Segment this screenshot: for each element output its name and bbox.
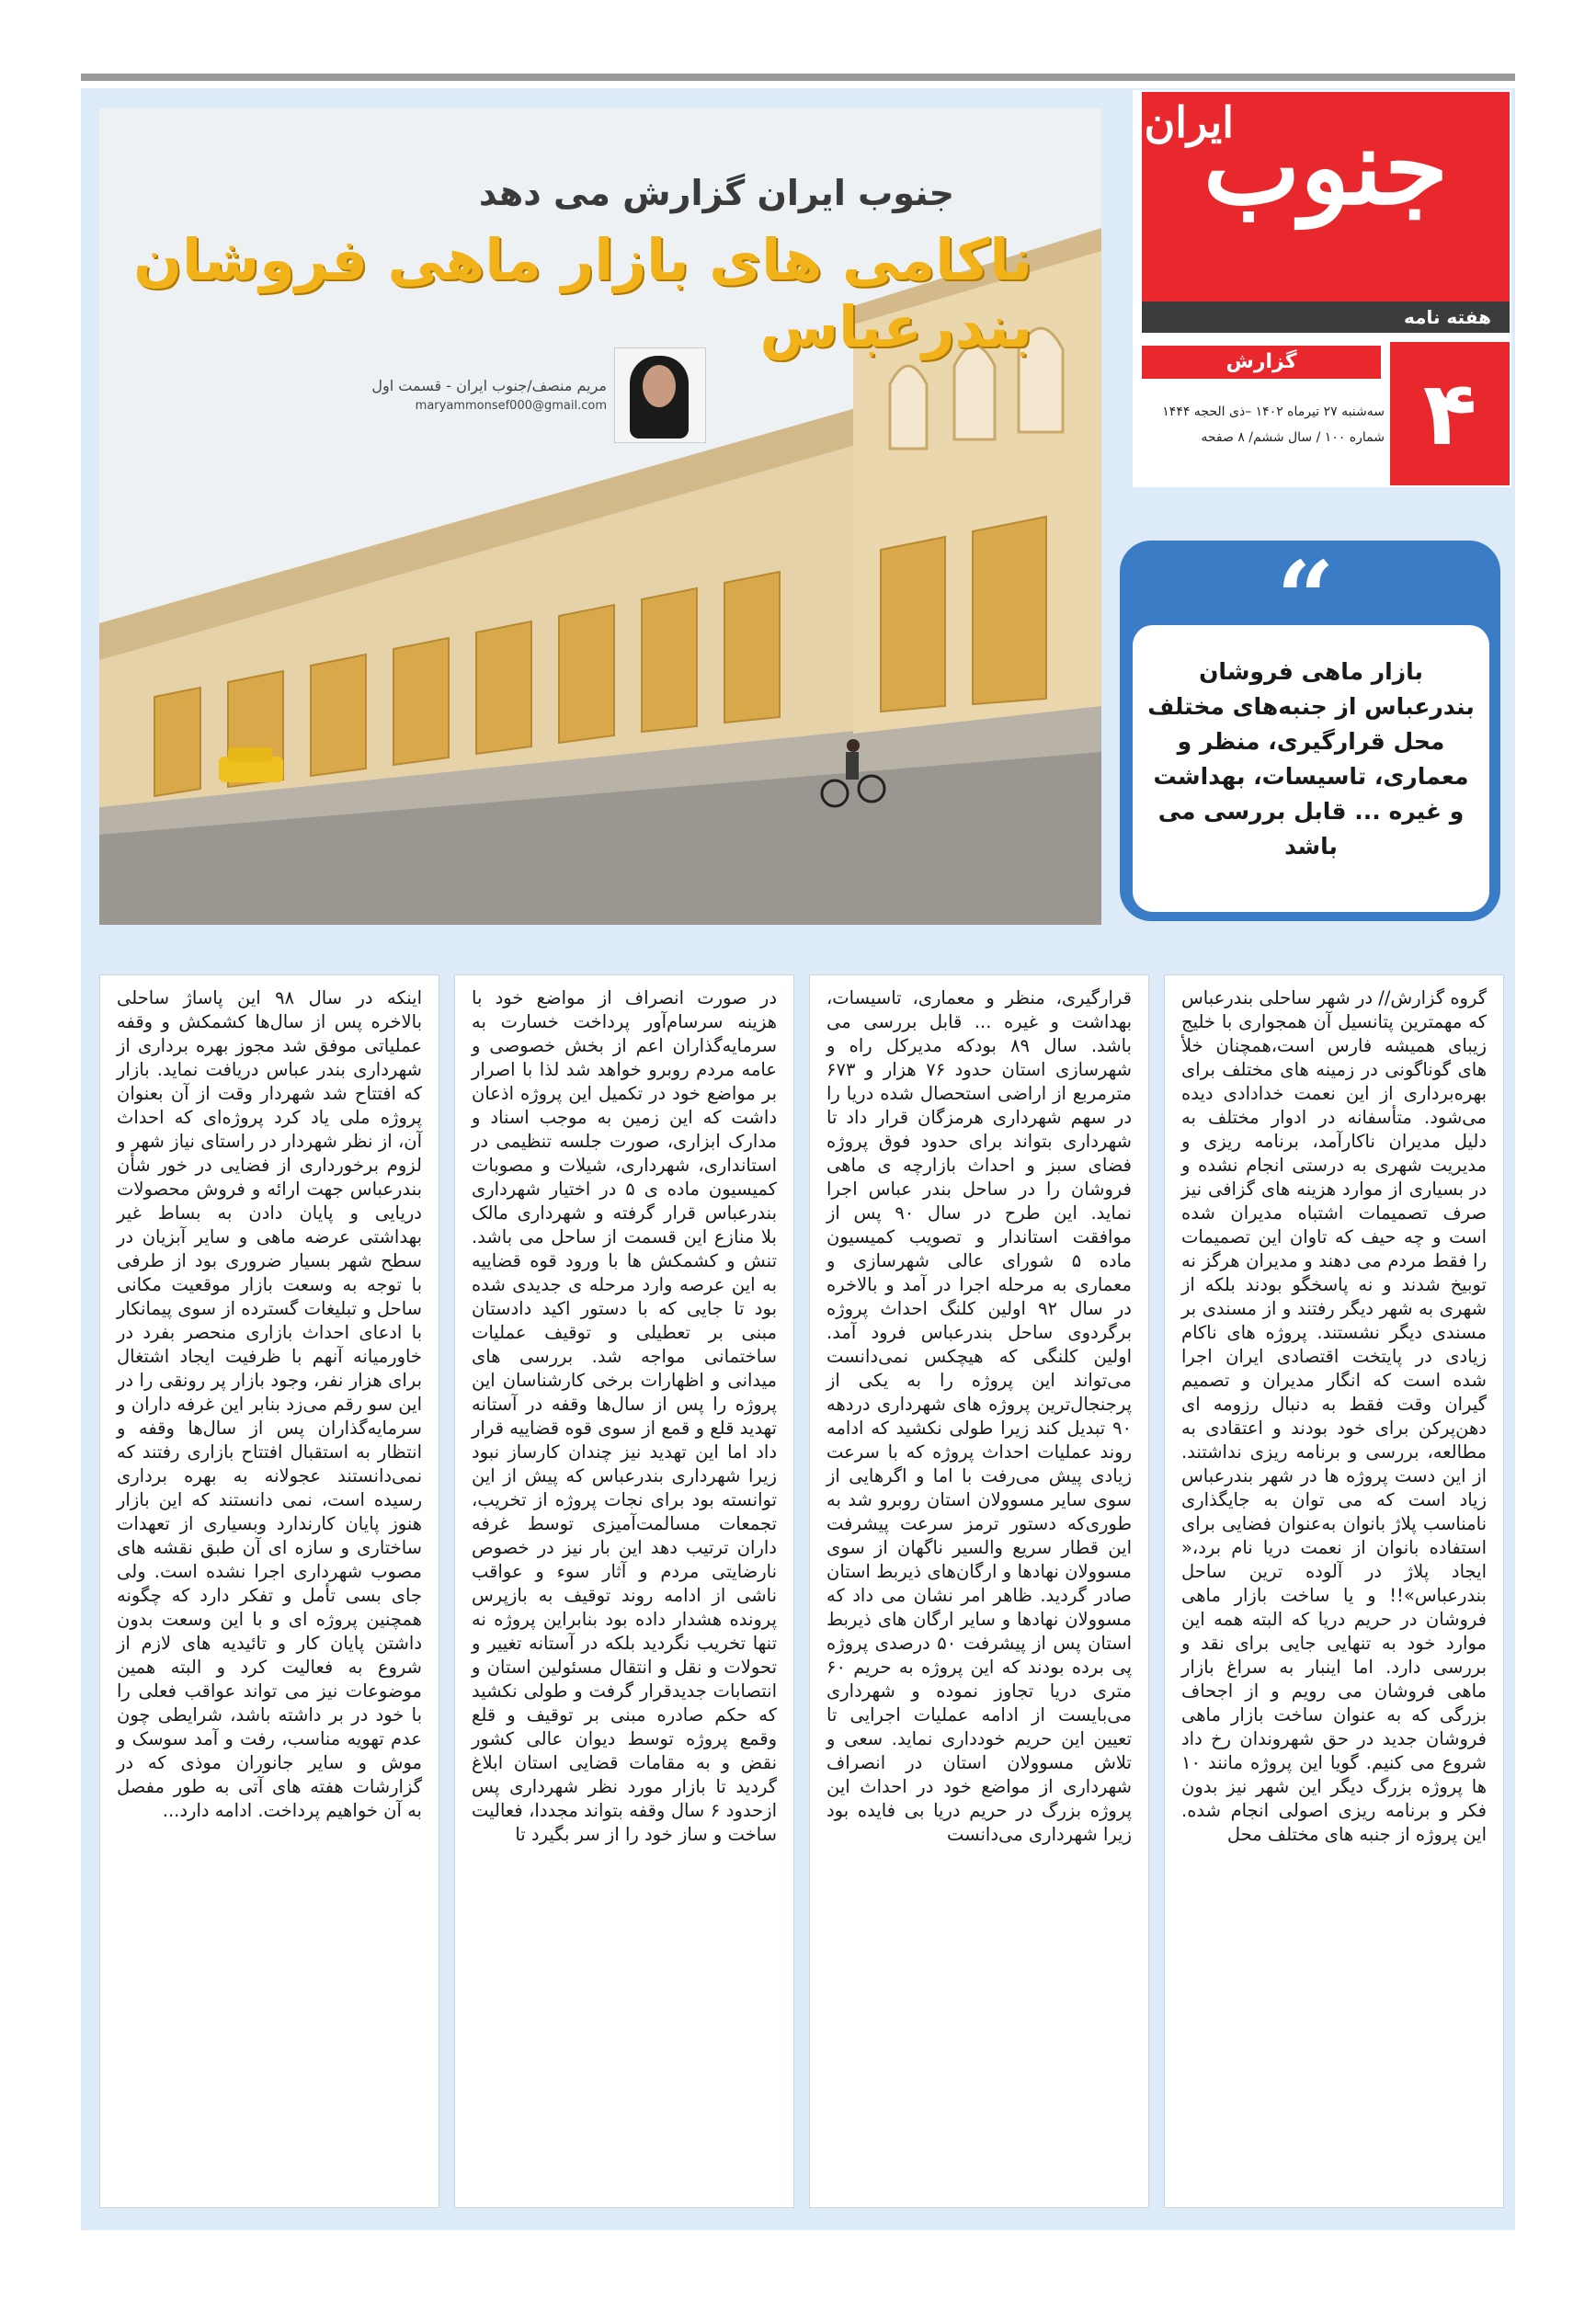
quote-mark-icon: “: [1276, 539, 1335, 657]
issue-line: شماره ۱۰۰ / سال ششم/ ۸ صفحه: [1201, 430, 1385, 445]
column-text: در صورت انصراف از مواضع خود با هزینه سرسام‌آور پرداخت خسارت به سرمایه‌گذاران اعم از بخش خصوصی و عامه مردم روبرو خواهد شد لذا با اصرار بر مواضع خود در تکمیل این پروژه اذعان داشت که این زمین به موجب اسناد و مدارک ابزاری، صورت جلسه تنظیمی در استانداری، شهرداری، شیلات و مصوبات کمیسیون ماده ی ۵ در اختیار شهرداری بندرعباس قرار گرفته و شهرداری مالک بلا منازع این قسمت از ساحل می باشد. تنش و کشمکش ها با ورود قوه قضاییه به این عرصه وارد مرحله ی جدیدی شده بود تا جایی که با دستور اکید دادستان مبنی بر تعطیلی و توقیف عملیات ساختمانی مواجه شد. بررسی های میدانی و اظهارات برخی کارشناسان این پروژه را پس از سال‌ها وقفه در آستانه تهدید قلع و قمع از سوی قوه قضاییه قرار داد اما این تهدید نیز چندان کارساز نبود زیرا شهرداری بندرعباس که پیش از این توانسته بود برای نجات پروژه از تخریب، تجمعات مسالمت‌آمیزی توسط غرفه داران ترتیب دهد این بار نیز در خصوص نارضایتی مردم و آثار سوء و عواقب ناشی از ادامه روند توقیف به بازپرس پرونده هشدار داده بود بنابراین پروژه نه تنها تخریب نگردید بلکه در آستانه تغییر و تحولات و نقل و انتقال مسئولین استان و انتصابات جدیدقرار گرفت و طولی نکشید که حکم صادره مبنی بر توقیف و قلع وقمع پروژه توسط دیوان عالی کشور نقض و به مقامات قضایی استان ابلاغ گردید تا بازار مورد نظر شهرداری پس ازحدود ۶ سال وقفه بتواند مجددا، فعالیت ساخت و ساز خود را از سر بگیرد تا: [472, 987, 777, 1845]
column-text: گروه گزارش// در شهر ساحلی بندرعباس که مهمترین پتانسیل آن همجواری با خلیج زیبای همیشه فارس است،همچنان خلأ های گوناگونی در زمینه های مختلف برای بهره‌برداری از این نعمت خدادادی دیده می‌شود. متأسفانه در ادوار مختلف به دلیل مدیران ناکارآمد، برنامه ریزی و مدیریت شهری به درستی انجام نشده و در بسیاری از موارد هزینه های گزافی نیز صرف تصمیمات اشتباه مدیران شده است و چه حیف که تاوان این تصمیمات را فقط مردم می دهند و مدیران هرگز نه توبیخ شدند و نه پاسخگو بودند بلکه از شهری به شهر دیگر رفتند و از مسندی بر مسندی دیگر نشستند. پروژه های ناکام زیادی در پایتخت اقتصادی ایران اجرا شده است که انگار مدیران و تصمیم گیران وقت فقط به دنبال رزومه ای دهن‌پرکن برای خود بودند و اعتقادی به مطالعه، بررسی و برنامه ریزی نداشتند. از این دست پروژه ها در شهر بندرعباس زیاد است که می توان به جایگذاری نامناسب پلاژ بانوان به‌عنوان فضایی برای استفاده بانوان از نعمت دریا نام برد،« ایجاد پلاژ در آلوده ترین ساحل بندرعباس»!! و یا ساخت بازار ماهی فروشان در حریم دریا که البته همه این موارد خود به تنهایی جایی برای نقد و بررسی دارد. اما اینبار به سراغ بازار ماهی فروشان می رویم و از اجحاف بزرگی که به عنوان ساخت بازار ماهی فروشان جدید در حق شهروندان رخ داد شروع می کنیم. گویا این پروژه مانند ۱۰ ها پروژه بزرگ دیگر این شهر نیز بدون فکر و برنامه ریزی اصولی انجام شده. این پروژه از جنبه های مختلف محل: [1181, 987, 1487, 1845]
headline: ناکامی های بازار ماهی فروشان بندرعباس: [133, 226, 1032, 360]
author-photo: [614, 347, 706, 443]
column-text: قرارگیری، منظر و معماری، تاسیسات، بهداشت و غیره ... قابل بررسی می باشد. سال ۸۹ بودکه مدیرکل راه و شهرسازی استان حدود ۷۶ هزار و ۶۷۳ مترمربع از اراضی استحصال شده دریا را در سهم شهرداری هرمزگان قرار داد تا شهرداری بتواند برای حدود فوق پروژه فضای سبز و احداث بازارچه ی ماهی فروشان را در ساحل بندر عباس اجرا نماید. این طرح در سال ۹۰ پس از موافقت استاندار و تصویب کمیسیون ماده ۵ شورای عالی شهرسازی و معماری به مرحله اجرا در آمد و بالاخره در سال ۹۲ اولین کلنگ احداث پروژه برگردوی ساحل بندرعباس فرود آمد. اولین کلنگی که هیچکس نمی‌دانست می‌تواند این پروژه را به یکی از پرجنجال‌ترین پروژه های شهرداری دردهه ۹۰ تبدیل کند زیرا طولی نکشید که ادامه روند عملیات احداث پروژه که با سرعت زیادی پیش می‌رفت با اما و اگرهایی از سوی سایر مسوولان استان روبرو شد به طوری‌که دستور ترمز سرعت پیشرفت این قطار سریع والسیر ناگهان از سوی مسوولان نهادها و ارگان‌های ذیربط استان صادر گردید. ظاهر امر نشان می داد که مسوولان نهادها و سایر ارگان های ذیربط استان پس از پیشرفت ۵۰ درصدی پروژه پی برده بودند که این پروژه به حریم ۶۰ متری دریا تجاوز نموده و شهرداری می‌بایست از ادامه عملیات اجرایی تا تعیین این حریم خودداری نماید. سعی و تلاش مسوولان استان در انصراف شهرداری از مواضع خود در احداث این پروژه بزرگ در حریم دریا بی فایده بود زیرا شهرداری می‌دانست: [826, 987, 1133, 1845]
weekly-label-bar: [1142, 302, 1510, 333]
article-column-4: [99, 974, 439, 2208]
headline-area: [99, 108, 1101, 439]
column-text: اینکه در سال ۹۸ این پاساژ ساحلی بالاخره پس از سال‌ها کشمکش و وقفه عملیاتی موفق شد مجوز بهره برداری از شهرداری بندر عباس دریافت نماید. بازار که افتتاح شد شهردار وقت از آن بعنوان پروژه ملی یاد کرد پروژه‌ای که احداث آن، از نظر شهردار در راستای نیاز شهر و لزوم برخورداری از فضایی در خور شأن بندرعباس جهت ارائه و فروش محصولات دریایی و پایان دادن به بساط غیر بهداشتی عرضه ماهی و سایر آبزیان در سطح شهر بسیار ضروری بود از طرفی با توجه به وسعت بازار موقعیت مکانی ساحل و تبلیغات گسترده از سوی پیمانکار با ادعای احداث بازاری منحصر بفرد در خاورمیانه آنهم با ظرفیت ایجاد اشتغال برای هزار نفر، وجود بازار پر رونقی را در این سو رقم می‌زد بنابر این غرفه داران و سرمایه‌گذاران پس از سال‌ها وقفه و انتظار به استقبال افتتاح بازاری رفتند که نمی‌دانستند عجولانه به بهره برداری رسیده است، نمی دانستند که این بازار هنوز پایان کارندارد وبسیاری از تعهدات ساختاری و سازه ای آن طبق نقشه های مصوب شهرداری اجرا نشده است. ولی جای بسی تأمل و تفکر دارد که چگونه همچنین پروژه ای و با این وسعت بدون داشتن پایان کار و تائیدیه های لازم از شروع به فعالیت کرد و البته همین موضوعات نیز می تواند عواقب فعلی را با خود در بر داشته باشد، شرایطی چون عدم تهویه مناسب، رفت و آمد سوسک و موش و سایر جانوران موذی که در گزارشات هفته های آتی به طور مفصل به آن خواهیم پرداخت. ادامه دارد...: [117, 987, 422, 1821]
article-column-2: [809, 974, 1149, 2208]
headline-kicker: جنوب ایران گزارش می دهد: [478, 173, 954, 213]
page-number: ۴: [1390, 342, 1510, 485]
author-byline: [371, 347, 706, 443]
date-line: سه‌شنبه ۲۷ تیرماه ۱۴۰۲ –ذی الحجه ۱۴۴۴: [1162, 404, 1385, 419]
author-name: مریم منصف/جنوب ایران - قسمت اول: [371, 377, 607, 394]
pull-quote-text: بازار ماهی فروشان بندرعباس از جنبه‌های مختلف محل قرارگیری، منظر و معماری، تاسیسات، بهداشت و غیره ... قابل بررسی می باشد: [1147, 658, 1475, 860]
author-email: maryammonsef000@gmail.com: [415, 399, 607, 413]
top-rule: [81, 74, 1515, 81]
article-column-3: [454, 974, 794, 2208]
newspaper-logo: [1142, 97, 1510, 228]
logo-title: جنوب: [1203, 108, 1449, 228]
weekly-label: هفته نامه: [1403, 306, 1491, 328]
section-label: گزارش: [1142, 346, 1381, 379]
hero-photo: [99, 108, 1101, 925]
logo-subtitle: ایران: [1144, 97, 1234, 147]
article-column-1: [1164, 974, 1504, 2208]
